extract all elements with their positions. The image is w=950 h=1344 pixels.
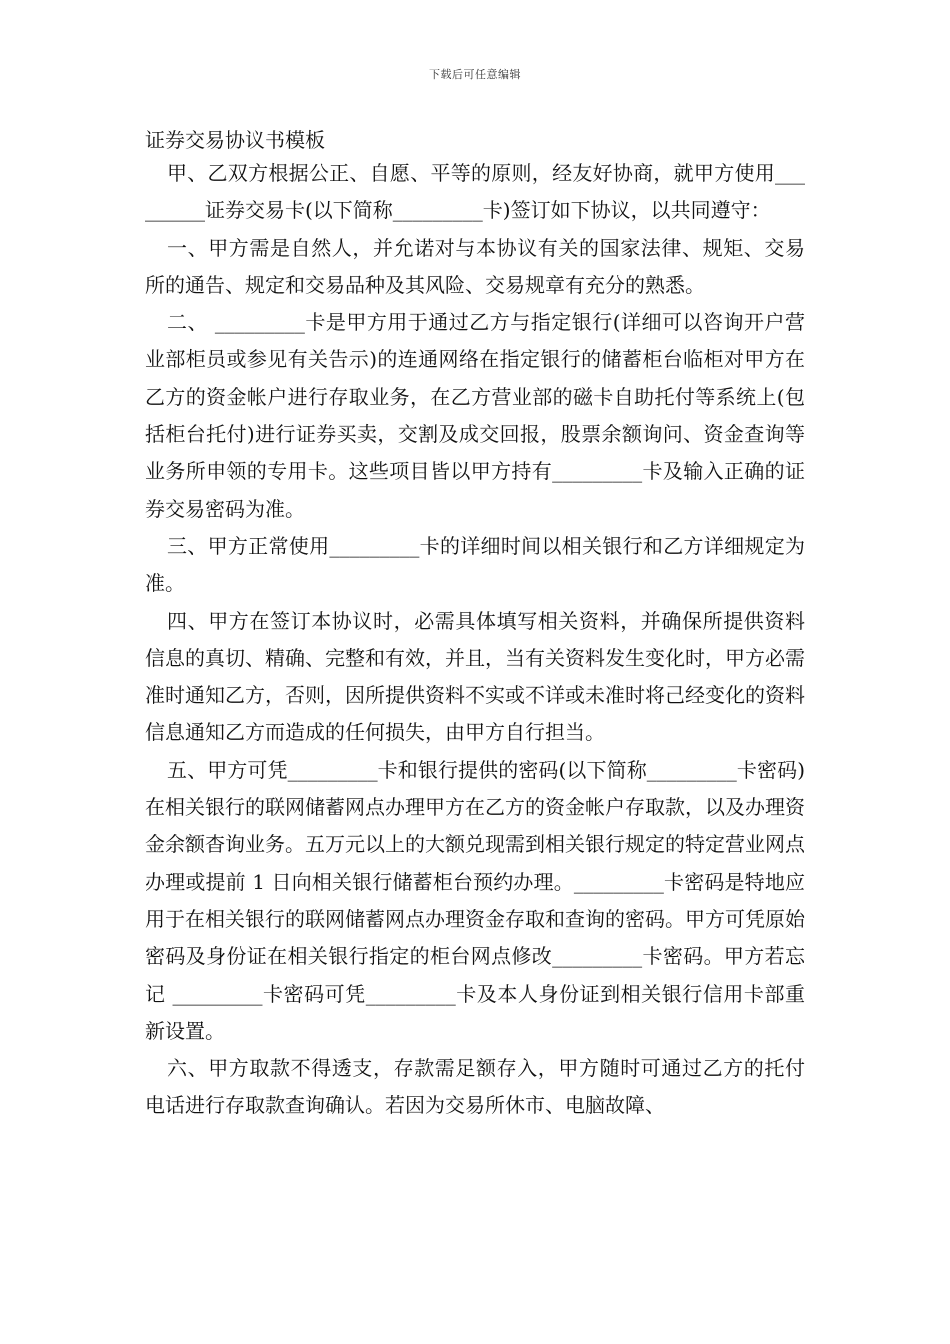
paragraph-clause-4: 四、甲方在签订本协议时，必需具体填写相关资料，并确保所提供资料信息的真切、精确、完整和有效，并且，当有关资料发生变化时，甲方必需准时通知乙方，否则，因所提供资料不实或不详或未准时将己经变化的资料信息通知乙方而造成的任何损失，由甲方自行担当。 — [145, 608, 805, 745]
document-body — [145, 155, 805, 1125]
paragraph-preamble: 甲、乙双方根据公正、自愿、平等的原则，经友好协商，就甲方使用_________证券交易卡(以下简称_________卡)签订如下协议，以共同遵守： — [145, 161, 805, 223]
document-title: 证券交易协议书模板 — [145, 128, 325, 152]
paragraph-clause-5: 五、甲方可凭_________卡和银行提供的密码(以下简称_________卡密码)在相关银行的联网储蓄网点办理甲方在乙方的资金帐户存取款，以及办理资金余额杳询业务。五万元以上的大额兑现需到相关银行规定的特定营业网点办理或提前 1 日向相关银行储蓄柜台预约办理。_________卡密码是特地应用于在相关银行的联网储蓄网点办理资金存取和查询的密码。甲方可凭原始密码及身份证在相关银行指定的柜台网点修改_________卡密码。甲方若忘记 _________卡密码可凭_________卡及本人身份证到相关银行信用卡部重新设置。 — [145, 757, 805, 1043]
paragraph-clause-3: 三、甲方正常使用_________卡的详细时间以相关银行和乙方详细规定为准。 — [145, 533, 805, 596]
paragraph-clause-6: 六、甲方取款不得透支，存款需足额存入，甲方随时可通过乙方的托付电话进行存取款查询确认。若因为交易所休市、电脑故障、 — [145, 1056, 805, 1118]
paragraph-clause-2: 二、 _________卡是甲方用于通过乙方与指定银行(详细可以咨询开户营业部柜员或参见有关告示)的连通网络在指定银行的储蓄柜台临柜对甲方在乙方的资金帐户进行存取业务，在乙方营业部的磁卡自助托付等系统上(包括柜台托付)进行证券买卖，交割及成交回报，股票余额询问、资金查询等业务所申领的专用卡。这些项目皆以甲方持有_________卡及输入正确的证券交易密码为准。 — [145, 310, 805, 521]
header-note: 下载后可任意编辑 — [429, 68, 521, 81]
paragraph-clause-1: 一、甲方需是自然人，并允诺对与本协议有关的国家法律、规矩、交易所的通告、规定和交易品种及其风险、交易规章有充分的熟悉。 — [145, 235, 805, 297]
